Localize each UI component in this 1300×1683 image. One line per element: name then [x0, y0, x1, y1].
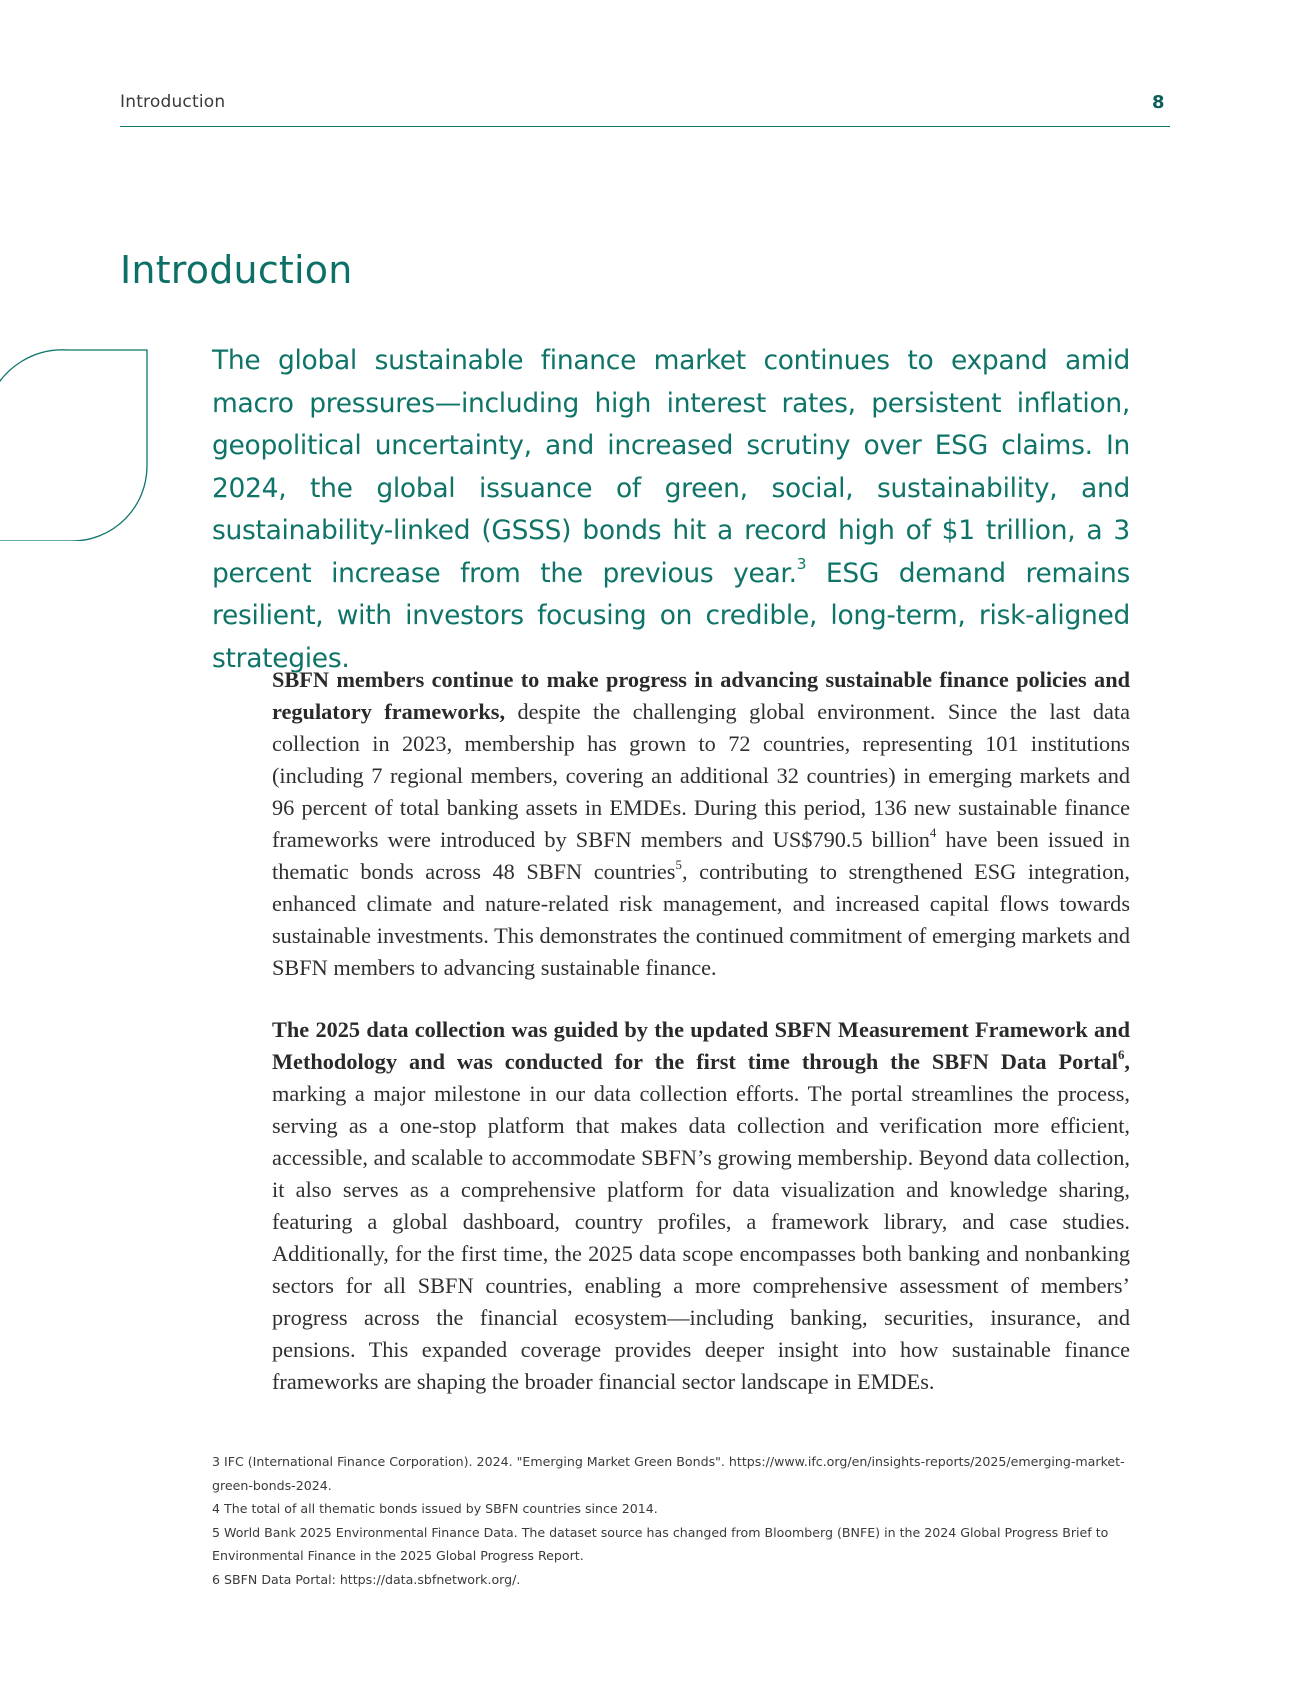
paragraph-lead-bold-text: The 2025 data collection was guided by the updated SBFN Measurement Framework and Methodology and was conducted for the first time through the SBFN Data Portal — [272, 1017, 1130, 1074]
footnote-ref-5: 5 — [675, 856, 682, 872]
footnote-ref-4: 4 — [929, 824, 937, 840]
footnote-5: 5 World Bank 2025 Environmental Finance Data. The dataset source has changed from Bloomberg (BNFE) in the 2024 Global Progress Brief to Environmental Finance in the 2025 Global Progress Report. — [212, 1524, 1109, 1563]
paragraph-text: , contributing to strengthened ESG integration, enhanced climate and nature-related risk management, and increased capital flows towards sustainable investments. This demonstrates the continued commitment of emerging markets and SBFN members to advancing sustainable finance. — [272, 859, 1130, 980]
paragraph-lead-bold-comma: , — [1124, 1049, 1130, 1074]
paragraph-text: despite the challenging global environment. Since the last data collection in 2023, membership has grown to 72 countries, representing 101 institutions (including 7 regional members, covering an additional 32 countries) in emerging markets and 96 percent of total banking assets in EMDEs. During this period, 136 new sustainable finance frameworks were introduced by SBFN members and US$790.5 billion — [272, 699, 1130, 852]
footnote-6: 6 SBFN Data Portal: https://data.sbfnetwork.org/. — [212, 1571, 521, 1587]
footnote-4: 4 The total of all thematic bonds issued by SBFN countries since 2014. — [212, 1501, 658, 1516]
paragraph-text: marking a major milestone in our data collection efforts. The portal streamlines the process, serving as a one-stop platform that makes data collection and verification more efficient, accessible, and scalable to accommodate SBFN’s growing membership. Beyond data collection, it also serves as a comprehensive platform for data visualization and knowledge sharing, featuring a global dashboard, country profiles, a framework library, and case studies. Additionally, for the first time, the 2025 data scope encompasses both banking and nonbanking sectors for all SBFN countries, enabling a more comprehensive assessment of members’ progress across the financial ecosystem—including banking, securities, insurance, and pensions. This expanded coverage provides deeper insight into how sustainable finance frameworks are shaping the broader financial sector landscape in EMDEs. — [272, 1081, 1130, 1394]
lead-text-continued: ESG demand remains resilient, with investors focusing on credible, long-term, risk-aligned strategies. — [212, 557, 1130, 674]
running-header — [120, 88, 1170, 127]
paragraph-lead-bold: SBFN members continue to make progress in advancing sustainable finance policies and regulatory frameworks, — [272, 667, 1130, 724]
paragraph-text: have been issued in thematic bonds across 48 SBFN countries — [272, 827, 1130, 884]
footnotes — [212, 1450, 1130, 1591]
body-paragraph-data-collection — [272, 1014, 1130, 1398]
body-paragraph-progress — [272, 664, 1130, 984]
lead-paragraph — [212, 340, 1130, 680]
running-header-section: Introduction — [120, 92, 226, 112]
footnote-ref-6: 6 — [1117, 1046, 1125, 1062]
footnote-ref-3: 3 — [796, 555, 807, 574]
paragraph-lead-bold — [272, 1017, 1130, 1074]
page-number: 8 — [1152, 92, 1165, 113]
page-title: Introduction — [120, 248, 353, 292]
footnote-3: 3 IFC (International Finance Corporation). 2024. "Emerging Market Green Bonds". https://www.ifc.org/en/insights-reports/2025/emerging-market-green-bonds-2024. — [212, 1454, 1125, 1493]
decorative-corner-shape — [0, 349, 167, 541]
lead-text: The global sustainable finance market continues to expand amid macro pressures—including high interest rates, persistent inflation, geopolitical uncertainty, and increased scrutiny over ESG claims. In 2024, the global issuance of green, social, sustainability, and sustainability-linked (GSSS) bonds hit a record high of $1 trillion, a 3 percent increase from the previous year. — [212, 345, 1130, 589]
